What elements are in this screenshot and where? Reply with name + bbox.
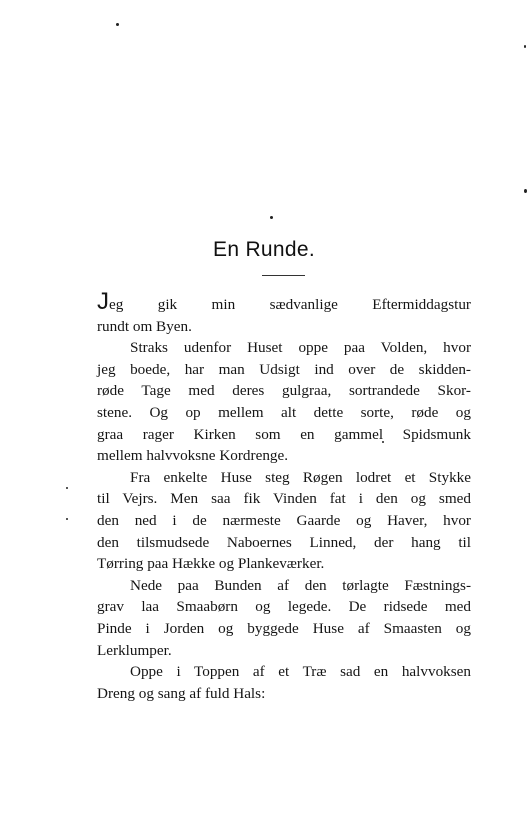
text-line: jeg boede, har man Udsigt ind over de skidden- [97, 360, 471, 378]
paragraph-4 [97, 575, 471, 661]
print-speck [116, 23, 119, 26]
title-rule [262, 275, 305, 276]
print-speck [524, 189, 527, 193]
text-line: røde Tage med deres gulgraa, sortrandede Skor- [97, 382, 471, 400]
paragraph-5 [97, 661, 471, 704]
text-line: den tilsmudsede Naboernes Linned, der hang til [97, 533, 471, 551]
text-line: Oppe i Toppen af et Træ sad en halvvoksen [130, 663, 471, 681]
text-line: Pinde i Jorden og byggede Huse af Smaasten og [97, 619, 471, 637]
paragraph-3 [97, 467, 471, 575]
text-line: den ned i de nærmeste Gaarde og Haver, hvor [97, 511, 471, 529]
drop-cap: J [97, 288, 109, 315]
print-speck [524, 45, 526, 48]
text-line: Dreng og sang af fuld Hals: [97, 684, 266, 702]
print-speck [270, 216, 273, 219]
text-line: stene. Og op mellem alt dette sorte, røde og [97, 403, 471, 421]
text-line: til Vejrs. Men saa fik Vinden fat i den og smed [97, 490, 471, 508]
text-line: graa rager Kirken som en gammel Spidsmunk [97, 425, 471, 443]
text-line: mellem halvvoksne Kordrenge. [97, 447, 289, 465]
text-line: Tørring paa Hække og Plankeværker. [97, 555, 325, 573]
text-line: Straks udenfor Huset oppe paa Volden, hvor [130, 339, 471, 357]
text-line: grav laa Smaabørn og legede. De ridsede med [97, 598, 471, 616]
print-speck [66, 487, 68, 489]
text-line: Lerklumper. [97, 641, 172, 659]
body-text [97, 290, 471, 704]
chapter-title: En Runde. [213, 238, 315, 261]
paragraph-1 [97, 290, 471, 337]
text-line: Jeg gik min sædvanlige Eftermiddagstur [97, 288, 471, 315]
text-line: Fra enkelte Huse steg Røgen lodret et Stykke [130, 468, 471, 486]
print-speck [66, 518, 68, 520]
paragraph-2 [97, 337, 471, 467]
text-line: Nede paa Bunden af den tørlagte Fæstnings- [130, 576, 471, 594]
text-line: rundt om Byen. [97, 317, 192, 335]
